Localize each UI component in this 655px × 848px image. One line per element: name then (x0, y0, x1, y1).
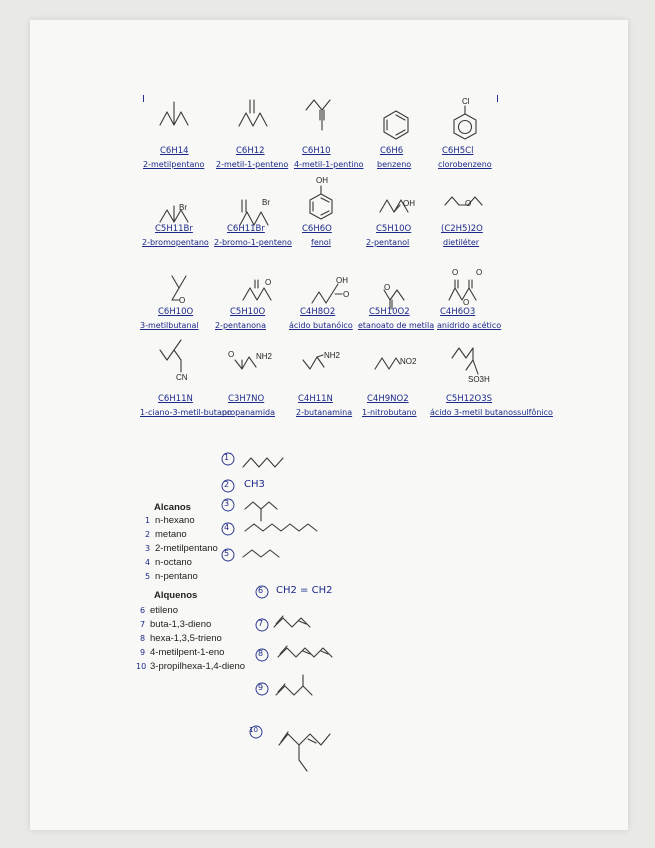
formula: C6H6O (302, 224, 332, 234)
answer-number: 2 (224, 480, 230, 489)
answer-number: 5 (224, 549, 230, 558)
alkene-item: 4-metilpent-1-eno (150, 647, 225, 658)
compound-name: 4-metil-1-pentino (294, 160, 364, 169)
molecule-dietileter (445, 197, 482, 205)
alkane-item: n-octano (155, 557, 192, 568)
alkane-item: metano (155, 529, 187, 540)
answer-number-circles (222, 453, 268, 738)
alkene-number: 9 (140, 648, 146, 657)
molecule-3-metilbutanal (172, 276, 179, 300)
compound-name: 2-metilpentano (143, 160, 205, 169)
molecule-propanamida (235, 357, 256, 369)
answer-number: 10 (249, 726, 258, 734)
alkane-number: 4 (145, 558, 151, 567)
alkanes-title: Alcanos (154, 502, 191, 513)
compound-name: 2-pentanona (215, 321, 267, 330)
formula: C6H6 (380, 146, 404, 156)
answer-number: 6 (258, 586, 264, 595)
atom-label-oh: OH (316, 176, 328, 185)
answer-number: 4 (224, 523, 230, 532)
atom-label-o: O (343, 290, 350, 299)
formula: C3H7NO (228, 394, 265, 404)
compound-name: 3-metilbutanal (140, 321, 199, 330)
molecule-1-ciano-3-metil-butano (160, 350, 181, 372)
answer-metano: CH3 (244, 479, 265, 490)
answer-number: 1 (224, 453, 230, 462)
compound-name: 2-bromopentano (142, 238, 209, 247)
compound-name: etanoato de metila (358, 321, 435, 330)
atom-label-br: Br (262, 198, 270, 207)
atom-label-o: O (452, 268, 459, 277)
answer-number: 7 (258, 619, 264, 628)
atom-label-br: Br (179, 203, 187, 212)
alkene-number: 10 (136, 662, 147, 671)
alkane-number: 3 (145, 544, 151, 553)
atom-label-nh2: NH2 (324, 351, 341, 360)
alkane-number: 1 (145, 516, 151, 525)
alkane-number: 5 (145, 572, 151, 581)
formula: C5H10O (376, 224, 412, 234)
compound-name: anidrido acético (437, 321, 502, 330)
molecule-2-pentanona (243, 288, 271, 300)
answer-number: 3 (224, 499, 230, 508)
compound-name: dietiléter (443, 238, 480, 247)
formula: C4H11N (298, 394, 333, 404)
compound-name: ácido butanóico (289, 321, 353, 330)
atom-label-o: O (463, 298, 470, 307)
formula: C5H10O2 (369, 307, 410, 317)
formula: C6H11Br (227, 224, 265, 234)
molecule-clorobenzeno (454, 114, 476, 139)
corner-mark-right: I (496, 94, 499, 105)
formula: C4H9NO2 (367, 394, 409, 404)
atom-label-no2: NO2 (400, 357, 417, 366)
atom-label-cn: CN (176, 373, 188, 382)
compound-name: 2-butanamina (296, 408, 353, 417)
answer-n-octano (245, 524, 317, 531)
answer-n-pentano (243, 550, 279, 557)
atom-label-oh: OH (336, 276, 348, 285)
formula: C6H11N (158, 394, 193, 404)
atom-label-oh: OH (403, 199, 415, 208)
answer-3-propilhexa-1-4-dieno (279, 734, 330, 745)
alkene-item: hexa-1,3,5-trieno (150, 633, 222, 644)
formula: C5H10O (230, 307, 266, 317)
molecule-acido-3-metil-butanossulfonico (452, 348, 473, 370)
formula: C6H14 (160, 146, 189, 156)
answer-n-hexano (243, 458, 283, 467)
alkene-item: etileno (150, 605, 178, 616)
formula: C5H11Br (155, 224, 193, 234)
answer-number: 9 (258, 683, 264, 692)
compound-name: 1-ciano-3-metil-butano (140, 408, 232, 417)
alkane-number: 2 (145, 530, 151, 539)
molecule-4-metil-1-pentino (306, 100, 330, 110)
molecule-1-nitrobutano (375, 358, 400, 369)
compound-name: 2-bromo-1-penteno (214, 238, 292, 247)
molecule-2-metil-1-penteno (239, 113, 267, 126)
compound-name: benzeno (377, 160, 412, 169)
alkane-item: n-pentano (155, 571, 198, 582)
compound-name: fenol (311, 238, 331, 247)
alkenes-title: Alquenos (154, 590, 198, 601)
alkene-number: 8 (140, 634, 146, 643)
atom-label-so3h: SO3H (468, 375, 490, 384)
answer-etileno: CH2 = CH2 (276, 585, 333, 596)
formula: C6H10 (302, 146, 331, 156)
formula: C5H12O3S (446, 394, 493, 404)
atom-label-o: O (476, 268, 483, 277)
formula: (C2H5)2O (441, 224, 483, 234)
formula: C6H5Cl (442, 146, 474, 156)
corner-mark-left: I (142, 94, 145, 105)
compound-name: clorobenzeno (438, 160, 492, 169)
alkene-item: 3-propilhexa-1,4-dieno (150, 661, 246, 672)
compound-name: 1-nitrobutano (362, 408, 417, 417)
atom-label-o: O (179, 296, 186, 305)
formula: C6H12 (236, 146, 265, 156)
alkane-item: 2-metilpentano (155, 543, 218, 554)
compound-name: 2-metil-1-penteno (216, 160, 289, 169)
molecule-acido-butanoico (312, 292, 333, 303)
formula: C4H6O3 (440, 307, 476, 317)
alkene-number: 6 (140, 606, 146, 615)
compound-name: ácido 3-metil butanossulfônico (430, 408, 553, 417)
atom-label-cl: Cl (462, 97, 470, 106)
formula: C4H8O2 (300, 307, 336, 317)
compound-name: 2-pentanol (366, 238, 410, 247)
atom-label-o: O (228, 350, 235, 359)
compound-name: propanamida (222, 408, 276, 417)
molecule-2-butanamina (303, 357, 324, 369)
atom-label-nh2: NH2 (256, 352, 273, 361)
atom-label-o: O (465, 199, 472, 208)
atom-label-o: O (265, 278, 272, 287)
answer-number: 8 (258, 649, 264, 658)
alkene-item: buta-1,3-dieno (150, 619, 212, 630)
alkene-number: 7 (140, 620, 146, 629)
formula: C6H10O (158, 307, 194, 317)
alkane-item: n-hexano (155, 515, 195, 526)
answer-2-metilpentano (245, 502, 277, 509)
atom-label-o: O (384, 283, 391, 292)
